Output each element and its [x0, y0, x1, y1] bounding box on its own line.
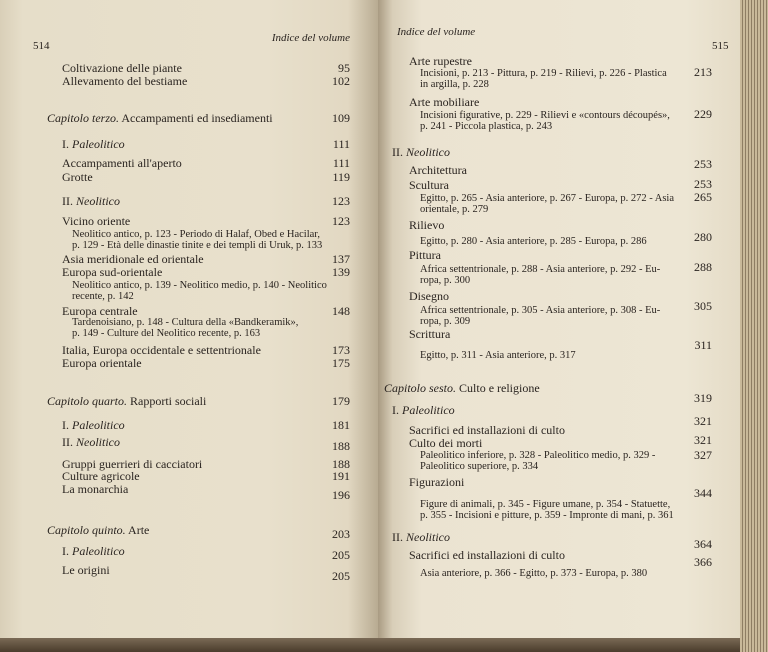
toc-subentry-line: ropa, p. 300 [420, 275, 471, 286]
toc-subentry-line: in argilla, p. 228 [420, 79, 489, 90]
toc-subentry-line: p. 241 - Piccola plastica, p. 243 [420, 121, 553, 132]
toc-label: Sacrifici ed installazioni di culto [409, 548, 565, 562]
toc-entry-item [62, 75, 187, 87]
toc-page-number: 205 [332, 548, 350, 562]
toc-label: Grotte [62, 170, 93, 184]
toc-label: Europa centrale [62, 304, 138, 318]
page-edges [740, 0, 768, 652]
toc-subentry-line: Paleolitico inferiore, p. 328 - Paleolitico medio, p. 329 - [420, 450, 656, 461]
toc-subentry-line: orientale, p. 279 [420, 204, 489, 215]
toc-page-number: 364 [694, 537, 712, 551]
toc-page-number: 280 [694, 230, 712, 244]
toc-label: Architettura [409, 163, 467, 177]
toc-entry-section [62, 436, 120, 448]
toc-label: Neolitico [76, 194, 120, 208]
toc-subentry-line: Paleolitico superiore, p. 334 [420, 461, 539, 472]
toc-page-number: 102 [332, 74, 350, 88]
toc-label: Scrittura [409, 327, 451, 341]
toc-entry-item [409, 290, 449, 302]
toc-entry-item [62, 305, 138, 317]
toc-entry-chapter [47, 112, 273, 124]
toc-page-number: 175 [332, 356, 350, 370]
toc-page-number: 311 [694, 338, 712, 352]
toc-entry-item [62, 215, 130, 227]
toc-label: Disegno [409, 289, 449, 303]
running-head: Indice del volume [271, 32, 350, 44]
toc-subentry-line: Neolitico antico, p. 123 - Periodo di Halaf, Obed e Hacilar, [72, 229, 321, 240]
toc-prefix: Capitolo quarto. [47, 394, 128, 408]
toc-entry-item [62, 357, 142, 369]
toc-subentry-line: p. 355 - Incisioni e pitture, p. 359 - Impronte di mani, p. 361 [420, 510, 674, 521]
toc-label: Paleolitico [402, 403, 455, 417]
toc-page-number: 229 [694, 107, 712, 121]
toc-entry-section [62, 545, 125, 557]
toc-page-number: 213 [694, 65, 712, 79]
toc-subentry-line: recente, p. 142 [72, 291, 134, 302]
toc-entry-sub [72, 280, 327, 302]
toc-entry-sub [420, 350, 576, 361]
toc-page-number: 111 [332, 137, 350, 151]
toc-subentry-line: Egitto, p. 311 - Asia anteriore, p. 317 [420, 350, 576, 361]
toc-label: Arte [128, 523, 150, 537]
toc-label: Allevamento del bestiame [62, 74, 188, 88]
toc-entry-sub [72, 229, 322, 251]
toc-label: Gruppi guerrieri di cacciatori [62, 457, 203, 471]
toc-label: Culto dei morti [409, 436, 483, 450]
toc-label: Scultura [409, 178, 449, 192]
toc-page-number: 288 [694, 260, 712, 274]
toc-entry-item [62, 344, 261, 356]
toc-page-number: 321 [694, 414, 712, 428]
toc-prefix: I. [62, 137, 69, 151]
toc-label: Culto e religione [459, 381, 540, 395]
toc-entry-section [62, 419, 125, 431]
toc-entry-item [409, 476, 464, 488]
toc-subentry-line: p. 149 - Culture del Neolitico recente, p. 163 [72, 328, 261, 339]
toc-entry-item [409, 549, 565, 561]
toc-page-number: 327 [694, 448, 712, 462]
toc-label: Culture agricole [62, 469, 140, 483]
toc-label: Rilievo [409, 218, 445, 232]
toc-entry-item [62, 253, 204, 265]
left-page [0, 0, 378, 640]
toc-entry-item [409, 424, 565, 436]
toc-prefix: II. [392, 530, 403, 544]
toc-page-number: 188 [332, 457, 350, 471]
toc-page-number: 139 [332, 265, 350, 279]
toc-entry-sub [420, 264, 660, 286]
page-number: 515 [712, 40, 729, 52]
toc-page-number: 205 [332, 569, 350, 583]
toc-entry-sub [420, 499, 674, 521]
toc-subentry-line: Incisioni, p. 213 - Pittura, p. 219 - Rilievi, p. 226 - Plastica [420, 68, 667, 79]
toc-page-number: 95 [338, 61, 350, 75]
toc-page-number: 253 [694, 157, 712, 171]
toc-label: Vicino oriente [62, 214, 131, 228]
toc-entry-item [409, 219, 444, 231]
toc-entry-item [62, 483, 128, 495]
toc-page-number: 196 [332, 488, 350, 502]
toc-entry-sub [420, 110, 670, 132]
toc-page-number: 203 [332, 527, 350, 541]
toc-prefix: I. [392, 403, 399, 417]
toc-page-number: 137 [332, 252, 350, 266]
toc-subentry-line: p. 129 - Età delle dinastie tinite e dei templi di Uruk, p. 133 [72, 240, 323, 251]
toc-entry-sub [420, 305, 660, 327]
toc-entry-item [409, 249, 441, 261]
toc-entry-chapter [47, 524, 149, 536]
toc-page-number: 321 [694, 433, 712, 447]
toc-label: Arte mobiliare [409, 95, 480, 109]
toc-label: Neolitico [406, 530, 450, 544]
toc-entry-item [62, 470, 140, 482]
toc-page-number: 179 [332, 394, 350, 408]
toc-entry-chapter [47, 395, 206, 407]
toc-page-number: 253 [694, 177, 712, 191]
toc-page-number: 148 [332, 304, 350, 318]
toc-page-number: 123 [332, 214, 350, 228]
toc-entry-item [62, 157, 182, 169]
toc-entry-item [409, 96, 479, 108]
toc-entry-section [392, 146, 450, 158]
toc-label: Italia, Europa occidentale e settentrionale [62, 343, 261, 357]
toc-entry-item [409, 55, 472, 67]
toc-page-number: 305 [694, 299, 712, 313]
toc-entry-sub [420, 450, 655, 472]
toc-page-number: 265 [694, 190, 712, 204]
toc-page-number: 319 [694, 391, 712, 405]
toc-entry-item [409, 328, 450, 340]
toc-label: Pittura [409, 248, 441, 262]
toc-prefix: II. [62, 194, 73, 208]
toc-label: Accampamenti ed insediamenti [121, 111, 273, 125]
toc-entry-item [409, 179, 449, 191]
toc-label: Le origini [62, 563, 110, 577]
toc-subentry-line: Neolitico antico, p. 139 - Neolitico medio, p. 140 - Neolitico [72, 280, 327, 291]
toc-prefix: Capitolo sesto. [384, 381, 457, 395]
toc-entry-chapter [384, 382, 540, 394]
toc-entry-item [62, 62, 182, 74]
toc-page-number: 181 [332, 418, 350, 432]
toc-entry-item [62, 266, 162, 278]
toc-subentry-line: Egitto, p. 265 - Asia anteriore, p. 267 - Europa, p. 272 - Asia [420, 193, 674, 204]
table-surface [0, 638, 740, 652]
toc-subentry-line: Africa settentrionale, p. 305 - Asia anteriore, p. 308 - Eu- [420, 305, 661, 316]
toc-prefix: Capitolo terzo. [47, 111, 120, 125]
toc-entry-sub [72, 317, 298, 339]
toc-entry-item [62, 564, 110, 576]
toc-entry-section [62, 195, 120, 207]
toc-entry-sub [420, 68, 667, 90]
toc-prefix: II. [392, 145, 403, 159]
toc-label: Arte rupestre [409, 54, 472, 68]
toc-label: Sacrifici ed installazioni di culto [409, 423, 565, 437]
toc-subentry-line: Africa settentrionale, p. 288 - Asia anteriore, p. 292 - Eu- [420, 264, 661, 275]
toc-page-number: 344 [694, 486, 712, 500]
toc-entry-item [409, 164, 467, 176]
toc-label: Europa orientale [62, 356, 142, 370]
toc-label: Coltivazione delle piante [62, 61, 182, 75]
toc-entry-sub [420, 236, 647, 247]
toc-page-number: 188 [332, 439, 350, 453]
toc-prefix: I. [62, 544, 69, 558]
toc-subentry-line: ropa, p. 309 [420, 316, 471, 327]
toc-subentry-line: Incisioni figurative, p. 229 - Rilievi e «contours découpés», [420, 110, 670, 121]
toc-entry-section [392, 404, 455, 416]
toc-prefix: II. [62, 435, 73, 449]
toc-page-number: 111 [332, 156, 350, 170]
toc-label: La monarchia [62, 482, 129, 496]
toc-prefix: I. [62, 418, 69, 432]
toc-label: Asia meridionale ed orientale [62, 252, 204, 266]
toc-label: Neolitico [406, 145, 450, 159]
toc-subentry-line: Egitto, p. 280 - Asia anteriore, p. 285 - Europa, p. 286 [420, 236, 647, 247]
right-page [378, 0, 740, 640]
toc-entry-sub [420, 568, 647, 579]
toc-page-number: 191 [332, 469, 350, 483]
toc-label: Rapporti sociali [130, 394, 207, 408]
toc-entry-item [62, 171, 93, 183]
toc-entry-item [409, 437, 482, 449]
toc-prefix: Capitolo quinto. [47, 523, 126, 537]
toc-label: Paleolitico [72, 137, 125, 151]
toc-label: Neolitico [76, 435, 120, 449]
toc-entry-section [62, 138, 125, 150]
toc-label: Europa sud-orientale [62, 265, 163, 279]
toc-label: Accampamenti all'aperto [62, 156, 182, 170]
toc-page-number: 123 [332, 194, 350, 208]
toc-entry-section [392, 531, 450, 543]
running-head: Indice del volume [397, 26, 476, 38]
toc-entry-sub [420, 193, 674, 215]
toc-page-number: 109 [332, 111, 350, 125]
toc-page-number: 119 [332, 170, 350, 184]
toc-label: Figurazioni [409, 475, 465, 489]
toc-page-number: 173 [332, 343, 350, 357]
toc-page-number: 366 [694, 555, 712, 569]
page-number: 514 [33, 40, 50, 52]
toc-label: Paleolitico [72, 544, 125, 558]
toc-subentry-line: Tardenoisiano, p. 148 - Cultura della «Bandkeramik», [72, 317, 299, 328]
toc-subentry-line: Figure di animali, p. 345 - Figure umane, p. 354 - Statuette, [420, 499, 671, 510]
toc-subentry-line: Asia anteriore, p. 366 - Egitto, p. 373 - Europa, p. 380 [420, 568, 648, 579]
toc-label: Paleolitico [72, 418, 125, 432]
